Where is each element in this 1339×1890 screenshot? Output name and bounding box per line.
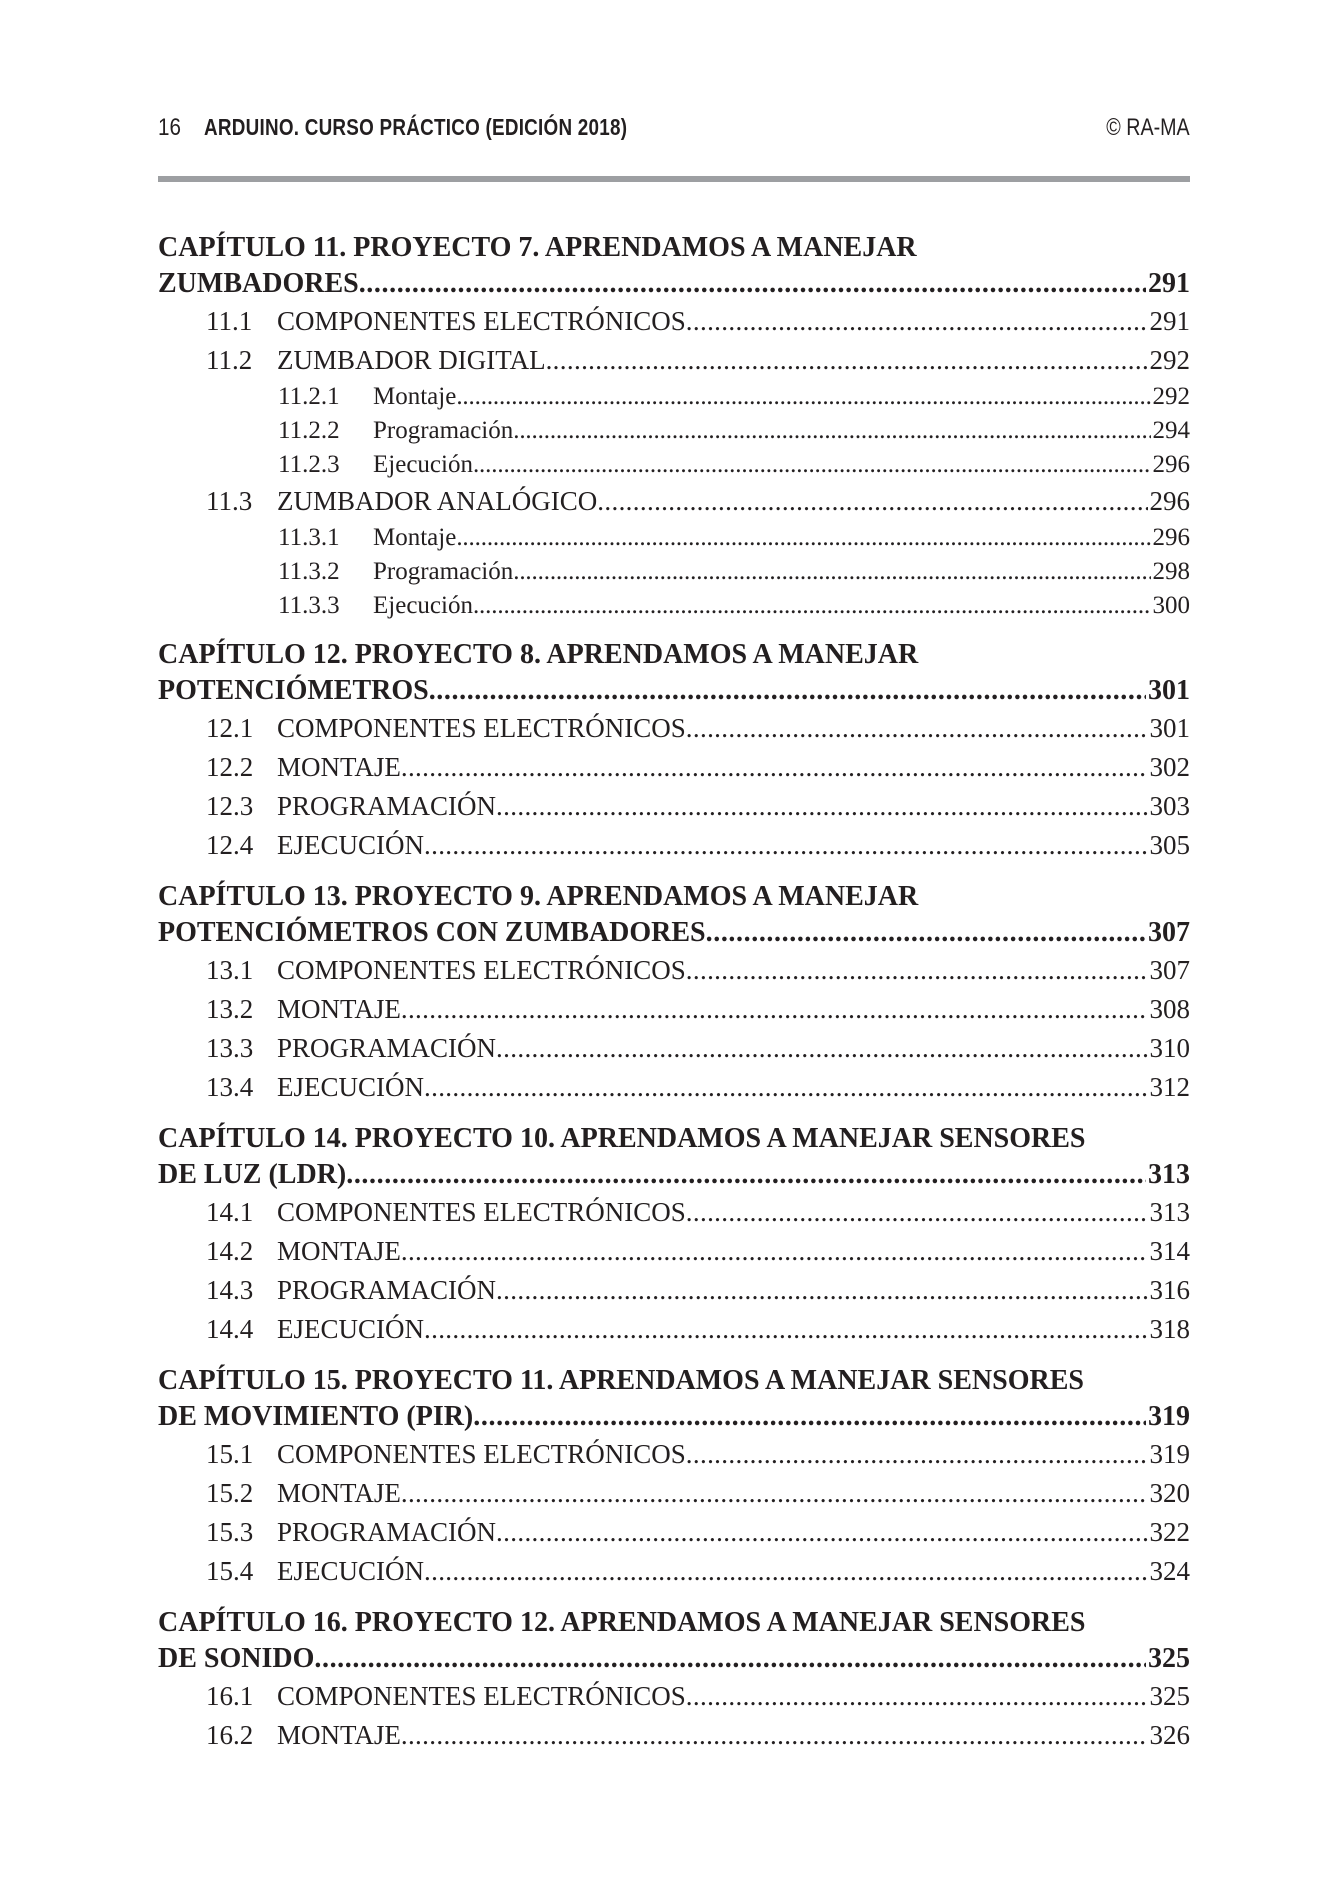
section-entry[interactable] [158,1232,1190,1271]
section-label [206,1029,496,1068]
section-label [206,1310,424,1349]
section-entry[interactable] [158,1474,1190,1513]
chapter-title-line2: POTENCIÓMETROS [158,675,429,706]
section-title: MONTAJE [277,752,401,782]
chapter-title-line2: POTENCIÓMETROS CON ZUMBADORES [158,917,706,948]
section-title: PROGRAMACIÓN [277,1517,497,1547]
dot-leader [359,266,1146,302]
section-number: 11.2 [206,345,253,375]
chapter-title-line1: CAPÍTULO 14. PROYECTO 10. APRENDAMOS A MANEJAR SENSORES [158,1123,1086,1154]
section-label [206,951,686,990]
dot-leader [456,521,1150,555]
dot-leader [513,555,1150,589]
chapter-page-number: 301 [1148,675,1190,706]
subsection-label [278,521,456,555]
chapter-title-row[interactable] [158,915,1190,951]
subsection-entry[interactable] [158,589,1190,623]
chapter-title-line1: CAPÍTULO 16. PROYECTO 12. APRENDAMOS A MANEJAR SENSORES [158,1607,1086,1638]
section-entry[interactable] [158,1435,1190,1474]
section-page-number: 296 [1149,486,1190,516]
section-label [206,748,401,787]
chapter-page-number: 291 [1148,268,1190,299]
section-page-number: 314 [1149,1236,1190,1266]
dot-leader [546,341,1148,380]
section-title: COMPONENTES ELECTRÓNICOS [277,306,686,336]
section-label [206,1068,424,1107]
section-page-number: 312 [1149,1072,1190,1102]
chapter-title-line1: CAPÍTULO 11. PROYECTO 7. APRENDAMOS A MANEJAR [158,232,917,263]
section-page-number: 325 [1149,1681,1190,1711]
chapter-title-row[interactable] [158,673,1190,709]
dot-leader [686,1677,1148,1716]
dot-leader [424,1310,1148,1349]
section-number: 13.3 [206,1033,254,1063]
section-title: PROGRAMACIÓN [277,1033,497,1063]
chapter-title-line1: CAPÍTULO 12. PROYECTO 8. APRENDAMOS A MANEJAR [158,639,919,670]
section-number: 12.4 [206,830,254,860]
section-title: MONTAJE [277,1720,401,1750]
section-entry[interactable] [158,1271,1190,1310]
section-title: EJECUCIÓN [277,1072,424,1102]
subsection-number: 11.2.2 [278,417,340,444]
chapter-title-line1: CAPÍTULO 13. PROYECTO 9. APRENDAMOS A MANEJAR [158,881,919,912]
section-number: 15.3 [206,1517,254,1547]
section-entry[interactable] [158,748,1190,787]
section-number: 12.1 [206,713,254,743]
section-title: MONTAJE [277,994,401,1024]
section-entry[interactable] [158,1193,1190,1232]
section-number: 14.4 [206,1314,254,1344]
chapter-entry [158,879,1190,1107]
dot-leader [429,673,1146,709]
dot-leader [686,302,1148,341]
dot-leader [424,1552,1148,1591]
chapter-title-line2: DE MOVIMIENTO (PIR) [158,1401,474,1432]
section-entry[interactable] [158,1552,1190,1591]
section-entry[interactable] [158,1716,1190,1755]
dot-leader [473,589,1151,623]
section-title: PROGRAMACIÓN [277,791,497,821]
chapter-entry [158,230,1190,623]
dot-leader [513,414,1150,448]
section-number: 16.1 [206,1681,254,1711]
section-entry[interactable] [158,302,1190,341]
dot-leader [686,1193,1148,1232]
section-label [206,787,496,826]
subsection-entry[interactable] [158,448,1190,482]
dot-leader [686,1435,1148,1474]
subsection-title: Montaje [373,383,457,410]
dot-leader [496,1029,1147,1068]
section-label [206,709,686,748]
section-title: COMPONENTES ELECTRÓNICOS [277,713,686,743]
dot-leader [424,826,1148,865]
dot-leader [473,1399,1146,1435]
chapter-page-number: 325 [1148,1643,1190,1674]
subsection-number: 11.3.3 [278,592,340,619]
chapter-entry [158,637,1190,865]
chapter-title-line2: DE LUZ (LDR) [158,1159,347,1190]
section-entry[interactable] [158,1677,1190,1716]
section-number: 14.1 [206,1197,254,1227]
section-title: MONTAJE [277,1236,401,1266]
dot-leader [686,951,1148,990]
chapter-title-line2: DE SONIDO [158,1643,315,1674]
section-title: ZUMBADOR DIGITAL [277,345,546,375]
page-number: 16 [158,114,181,141]
subsection-page-number: 298 [1152,558,1190,585]
header-rule [158,176,1190,182]
chapter-title-line2: ZUMBADORES [158,268,359,299]
section-label [206,341,546,380]
section-number: 12.3 [206,791,254,821]
chapter-title-row[interactable] [158,1157,1190,1193]
chapter-title-row[interactable] [158,1641,1190,1677]
section-number: 14.3 [206,1275,254,1305]
subsection-number: 11.2.3 [278,451,340,478]
section-label [206,1232,401,1271]
section-number: 11.1 [206,306,253,336]
section-entry[interactable] [158,787,1190,826]
subsection-entry[interactable] [158,414,1190,448]
section-page-number: 313 [1149,1197,1190,1227]
subsection-title: Ejecución [373,592,473,619]
section-entry[interactable] [158,1068,1190,1107]
dot-leader [496,1271,1147,1310]
dot-leader [496,1513,1147,1552]
section-number: 12.2 [206,752,254,782]
subsection-label [278,414,513,448]
subsection-label [278,555,513,589]
section-page-number: 307 [1149,955,1190,985]
publisher: © RA-MA [1106,114,1190,141]
dot-leader [456,380,1150,414]
section-entry[interactable] [158,709,1190,748]
section-page-number: 301 [1149,713,1190,743]
subsection-page-number: 292 [1152,383,1190,410]
section-number: 15.2 [206,1478,254,1508]
subsection-number: 11.3.2 [278,558,340,585]
chapter-page-number: 313 [1148,1159,1190,1190]
section-title: MONTAJE [277,1478,401,1508]
dot-leader [401,748,1148,787]
dot-leader [401,1716,1148,1755]
dot-leader [401,1474,1148,1513]
subsection-title: Programación [373,417,514,444]
subsection-title: Montaje [373,524,457,551]
section-title: COMPONENTES ELECTRÓNICOS [277,1197,686,1227]
section-entry[interactable] [158,990,1190,1029]
section-number: 15.1 [206,1439,254,1469]
section-page-number: 320 [1149,1478,1190,1508]
section-label [206,1271,496,1310]
section-title: ZUMBADOR ANALÓGICO [277,486,598,516]
subsection-entry[interactable] [158,521,1190,555]
section-label [206,1193,686,1232]
section-title: EJECUCIÓN [277,1314,424,1344]
subsection-page-number: 296 [1152,524,1190,551]
dot-leader [401,1232,1148,1271]
section-page-number: 326 [1149,1720,1190,1750]
section-page-number: 319 [1149,1439,1190,1469]
section-label [206,1677,686,1716]
dot-leader [706,915,1146,951]
section-entry[interactable] [158,951,1190,990]
section-title: PROGRAMACIÓN [277,1275,497,1305]
section-page-number: 316 [1149,1275,1190,1305]
section-page-number: 291 [1149,306,1190,336]
section-number: 13.1 [206,955,254,985]
section-title: COMPONENTES ELECTRÓNICOS [277,955,686,985]
dot-leader [314,1641,1146,1677]
section-label [206,1474,401,1513]
section-entry[interactable] [158,341,1190,380]
section-number: 11.3 [206,486,253,516]
section-label [206,482,597,521]
section-label [206,1716,401,1755]
chapter-entry [158,1121,1190,1349]
section-page-number: 308 [1149,994,1190,1024]
section-label [206,1435,686,1474]
subsection-label [278,589,473,623]
book-title: ARDUINO. CURSO PRÁCTICO (EDICIÓN 2018) [204,114,628,140]
section-number: 16.2 [206,1720,254,1750]
subsection-page-number: 300 [1152,592,1190,619]
dot-leader [686,709,1148,748]
subsection-entry[interactable] [158,380,1190,414]
section-title: EJECUCIÓN [277,830,424,860]
subsection-number: 11.2.1 [278,383,340,410]
subsection-label [278,448,473,482]
section-entry[interactable] [158,1310,1190,1349]
section-number: 15.4 [206,1556,254,1586]
dot-leader [424,1068,1148,1107]
chapter-page-number: 307 [1148,917,1190,948]
table-of-contents [158,230,1190,1755]
section-page-number: 292 [1149,345,1190,375]
section-page-number: 305 [1149,830,1190,860]
chapter-entry [158,1363,1190,1591]
section-entry[interactable] [158,826,1190,865]
section-title: COMPONENTES ELECTRÓNICOS [277,1681,686,1711]
section-label [206,1513,496,1552]
section-page-number: 322 [1149,1517,1190,1547]
dot-leader [597,482,1147,521]
section-title: COMPONENTES ELECTRÓNICOS [277,1439,686,1469]
section-label [206,990,401,1029]
section-entry[interactable] [158,482,1190,521]
chapter-title-row[interactable] [158,1399,1190,1435]
chapter-title-row[interactable] [158,266,1190,302]
subsection-label [278,380,456,414]
section-page-number: 310 [1149,1033,1190,1063]
subsection-number: 11.3.1 [278,524,340,551]
section-entry[interactable] [158,1029,1190,1068]
section-page-number: 324 [1149,1556,1190,1586]
chapter-entry [158,1605,1190,1755]
section-label [206,1552,424,1591]
dot-leader [496,787,1147,826]
section-number: 14.2 [206,1236,254,1266]
section-entry[interactable] [158,1513,1190,1552]
subsection-page-number: 296 [1152,451,1190,478]
section-page-number: 318 [1149,1314,1190,1344]
subsection-title: Ejecución [373,451,473,478]
dot-leader [401,990,1148,1029]
subsection-page-number: 294 [1152,417,1190,444]
section-number: 13.4 [206,1072,254,1102]
section-title: EJECUCIÓN [277,1556,424,1586]
subsection-entry[interactable] [158,555,1190,589]
chapter-page-number: 319 [1148,1401,1190,1432]
section-label [206,302,686,341]
chapter-title-line1: CAPÍTULO 15. PROYECTO 11. APRENDAMOS A MANEJAR SENSORES [158,1365,1084,1396]
section-label [206,826,424,865]
section-page-number: 302 [1149,752,1190,782]
section-page-number: 303 [1149,791,1190,821]
subsection-title: Programación [373,558,514,585]
section-number: 13.2 [206,994,254,1024]
dot-leader [346,1157,1146,1193]
dot-leader [473,448,1151,482]
running-header [158,112,1190,152]
